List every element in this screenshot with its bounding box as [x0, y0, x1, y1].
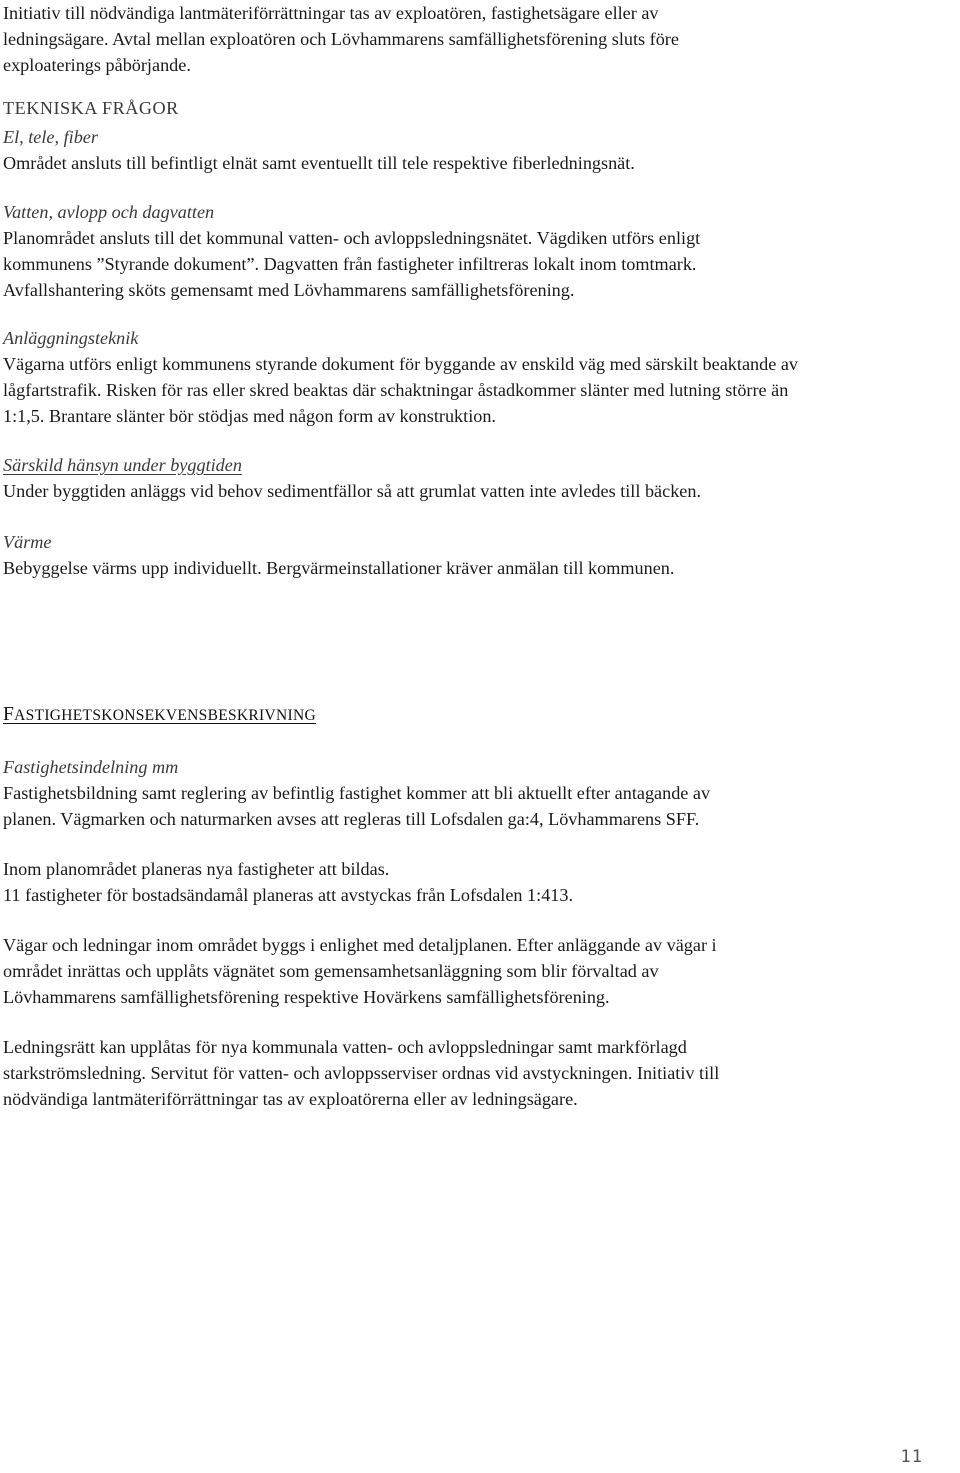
sarskild-hansyn-text: Under byggtiden anläggs vid behov sedimentfällor så att grumlat vatten inte avledes till bäcken. [3, 481, 701, 501]
intro-line-2: ledningsägare. Avtal mellan exploatören och Lövhammarens samfällighetsförening sluts före [3, 29, 679, 49]
fastighet-p3-line-1: Vägar och ledningar inom området byggs i enlighet med detaljplanen. Efter anläggande av vägar i [3, 935, 717, 955]
anlaggning-line-2: lågfartstrafik. Risken för ras eller skred beaktas där schaktningar åstadkommer slänter med lutning större än [3, 380, 789, 400]
fastighet-p1-line-1: Fastighetsbildning samt reglering av befintlig fastighet kommer att bli aktuellt efter antagande av [3, 783, 711, 803]
fastighet-p4-line-1: Ledningsrätt kan upplåtas för nya kommunala vatten- och avloppsledningar samt markförlagd [3, 1037, 687, 1057]
page-number: 11 [900, 1447, 923, 1467]
fastighet-p4-line-3: nödvändiga lantmäteriförrättningar tas av exploatörerna eller av ledningsägare. [3, 1089, 578, 1109]
vatten-line-3: Avfallshantering sköts gemensamt med Lövhammarens samfällighetsförening. [3, 280, 575, 300]
tekniska-fragor-heading: TEKNISKA FRÅGOR [3, 98, 179, 118]
anlaggning-line-1: Vägarna utförs enligt kommunens styrande dokument för byggande av enskild väg med särskilt beaktande av [3, 354, 798, 374]
anlaggningsteknik-paragraph [3, 351, 958, 429]
fastighet-p3-line-3: Lövhammarens samfällighetsförening respektive Hovärkens samfällighetsförening. [3, 987, 610, 1007]
vatten-avlopp-subheading: Vatten, avlopp och dagvatten [3, 202, 215, 222]
sarskild-hansyn-subheading: Särskild hänsyn under byggtiden [3, 455, 242, 475]
intro-line-3: exploaterings påbörjande. [3, 55, 191, 75]
vatten-avlopp-paragraph [3, 225, 958, 303]
fastighet-paragraph-4 [3, 1034, 958, 1112]
intro-paragraph [3, 0, 958, 78]
vatten-line-1: Planområdet ansluts till det kommunal vatten- och avloppsledningsnätet. Vägdiken utförs enligt [3, 228, 701, 248]
heading-rest: ASTIGHETSKONSEKVENSBESKRIVNING [14, 707, 316, 724]
fastighet-p4-line-2: starkströmsledning. Servitut för vatten- och avloppsserviser ordnas vid avstyckningen. Initiativ till [3, 1063, 720, 1083]
fastighet-paragraph-2 [3, 856, 958, 908]
fastighetsindelning-subheading: Fastighetsindelning mm [3, 757, 179, 777]
vatten-line-2: kommunens ”Styrande dokument”. Dagvatten från fastigheter infiltreras lokalt inom tomtmark. [3, 254, 697, 274]
fastighet-p2-line-2: 11 fastigheter för bostadsändamål planeras att avstyckas från Lofsdalen 1:413. [3, 885, 574, 905]
fastighetskonsekvens-heading [3, 701, 958, 730]
fastighet-paragraph-1 [3, 780, 958, 832]
el-tele-fiber-subheading: El, tele, fiber [3, 127, 98, 147]
fastighet-paragraph-3 [3, 932, 958, 1010]
anlaggningsteknik-subheading: Anläggningsteknik [3, 328, 139, 348]
intro-line-1: Initiativ till nödvändiga lantmäteriförrättningar tas av exploatören, fastighetsägare eller av [3, 3, 659, 23]
document-page [3, 0, 958, 1112]
varme-subheading: Värme [3, 532, 52, 552]
fastighet-p2-line-1: Inom planområdet planeras nya fastigheter att bildas. [3, 859, 390, 879]
fastighet-p1-line-2: planen. Vägmarken och naturmarken avses att regleras till Lofsdalen ga:4, Lövhammarens SFF. [3, 809, 700, 829]
varme-text: Bebyggelse värms upp individuellt. Bergvärmeinstallationer kräver anmälan till kommunen. [3, 558, 675, 578]
anlaggning-line-3: 1:1,5. Brantare slänter bör stödjas med någon form av konstruktion. [3, 406, 496, 426]
el-tele-fiber-text: Området ansluts till befintligt elnät samt eventuellt till tele respektive fiberledningsnät. [3, 153, 635, 173]
heading-first-letter: F [3, 704, 15, 725]
fastighet-p3-line-2: området inrättas och upplåts vägnätet som gemensamhetsanläggning som blir förvaltad av [3, 961, 659, 981]
